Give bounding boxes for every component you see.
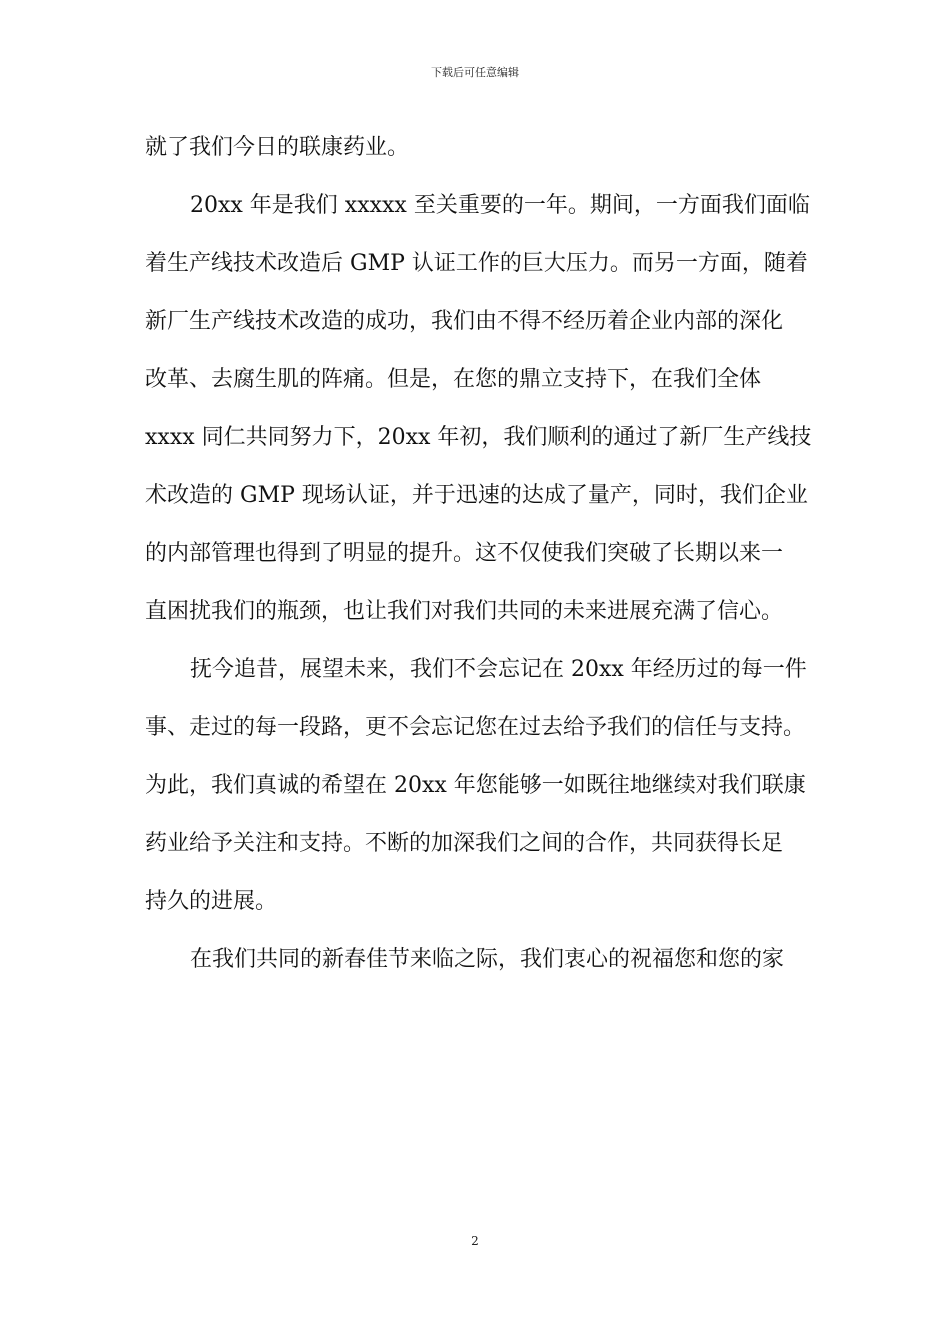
- text-line: xxxx 同仁共同努力下，20xx 年初，我们顺利的通过了新厂生产线技: [145, 425, 812, 450]
- text-line: 持久的进展。: [145, 889, 278, 914]
- text-line: 直困扰我们的瓶颈，也让我们对我们共同的未来进展充满了信心。: [145, 599, 784, 624]
- text-line: 术改造的 GMP 现场认证，并于迅速的达成了量产，同时，我们企业: [145, 483, 808, 508]
- text-line: 为此，我们真诚的希望在 20xx 年您能够一如既往地继续对我们联康: [145, 773, 806, 798]
- page-header: 下载后可任意编辑: [431, 66, 519, 79]
- document-body: [145, 128, 810, 998]
- paragraph-start-line: 在我们共同的新春佳节来临之际，我们衷心的祝福您和您的家: [190, 947, 785, 972]
- text-line: 改革、去腐生肌的阵痛。但是，在您的鼎立支持下，在我们全体: [145, 367, 762, 392]
- text-line: 的内部管理也得到了明显的提升。这不仅使我们突破了长期以来一: [145, 541, 784, 566]
- text-line: 药业给予关注和支持。不断的加深我们之间的合作，共同获得长足: [145, 831, 784, 856]
- page-number: 2: [471, 1234, 479, 1248]
- text-line: 事、走过的每一段路，更不会忘记您在过去给予我们的信任与支持。: [145, 715, 806, 740]
- paragraph-start-line: 20xx 年是我们 xxxxx 至关重要的一年。期间，一方面我们面临: [190, 193, 810, 218]
- text-line: 新厂生产线技术改造的成功，我们由不得不经历着企业内部的深化: [145, 309, 784, 334]
- text-line: 就了我们今日的联康药业。: [145, 135, 410, 160]
- paragraph-start-line: 抚今追昔，展望未来，我们不会忘记在 20xx 年经历过的每一件: [190, 657, 807, 682]
- text-line: 着生产线技术改造后 GMP 认证工作的巨大压力。而另一方面，随着: [145, 251, 808, 276]
